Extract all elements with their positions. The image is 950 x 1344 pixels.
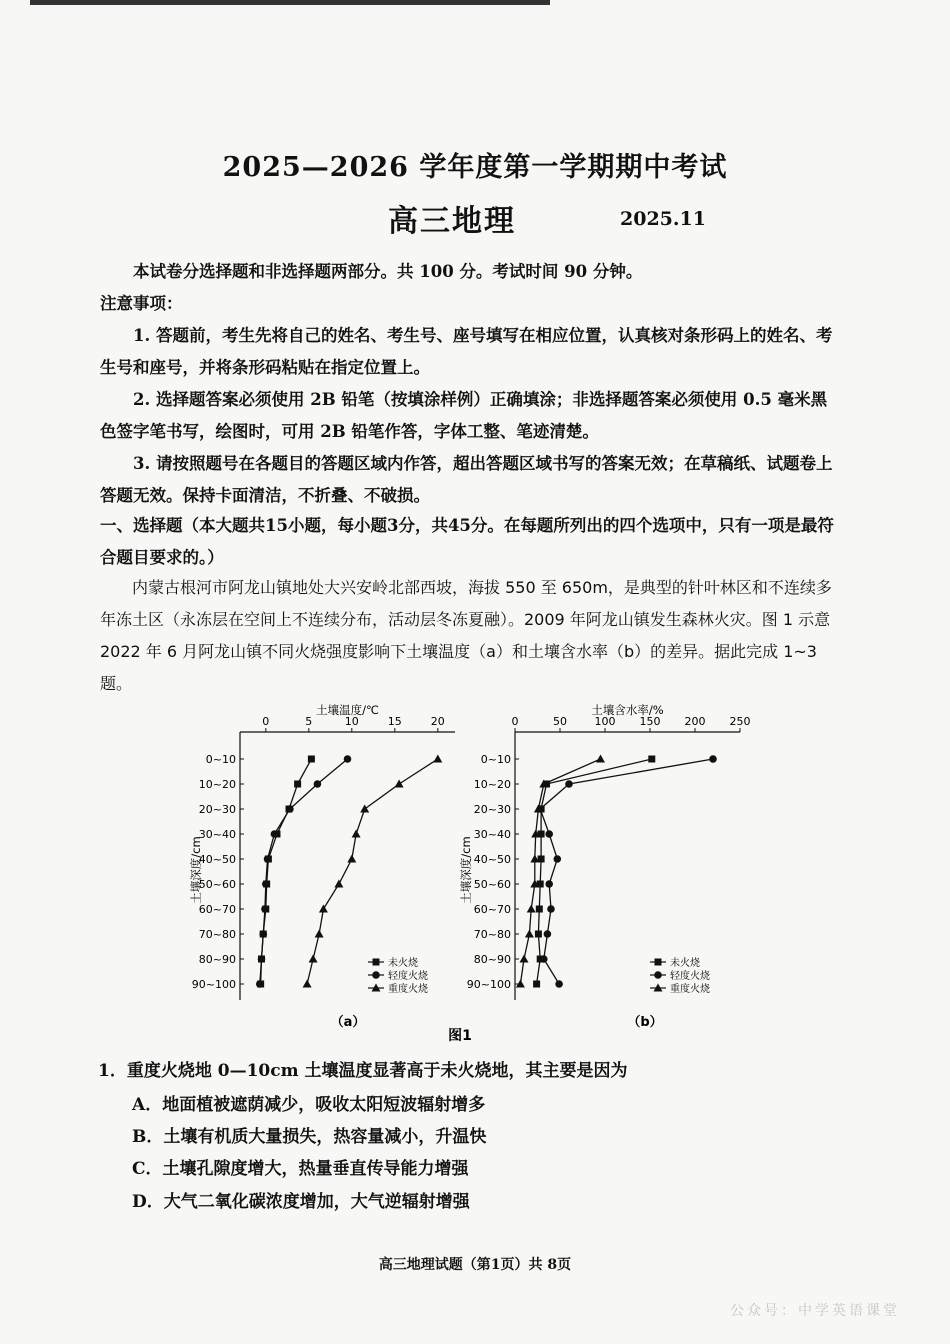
chart-0-xtick-label-4: 20: [430, 715, 445, 728]
chart-1-series-2-point-6: [527, 905, 536, 913]
figure-caption: 图1: [448, 1028, 472, 1044]
watermark: 公众号：中学英语课堂: [730, 1303, 900, 1319]
passage: 内蒙古根河市阿龙山镇地处大兴安岭北部西坡，海拔 550 至 650m，是典型的针叶林区和不连续多年冻土区（永冻层在空间上不连续分布，活动层冬冻夏融）。2009 年阿龙山镇发生森林火灾。图 1 示意 2022 年 6 月阿龙山镇不同火烧强度影响下土壤温度（a）和土壤含水率（b）的差异。据此完成 1~3 题。: [100, 578, 832, 693]
chart-1-legend-label-1: 轻度火烧: [670, 971, 710, 982]
chart-0-series-1-point-6: [261, 905, 269, 913]
chart-0-series-0-point-0: [308, 756, 315, 763]
chart-1-series-1-point-9: [555, 980, 563, 988]
chart-0-ytick-label-5: 50~60: [198, 878, 236, 891]
chart-1-ytick-label-5: 50~60: [473, 878, 511, 891]
chart-0-ytick-label-7: 70~80: [198, 928, 236, 941]
chart-0-legend-marker-0: [373, 959, 380, 966]
chart-0-series-1-point-0: [344, 755, 352, 763]
chart-1-series-1-point-6: [547, 905, 555, 913]
chart-0-series-2-point-1: [395, 780, 404, 788]
chart-0-series-2-point-5: [334, 880, 343, 888]
chart-0-series-0-line: [261, 759, 312, 984]
chart-0-series-1-point-1: [314, 780, 322, 788]
intro-line: 本试卷分选择题和非选择题两部分。共 100 分。考试时间 90 分钟。: [133, 262, 643, 281]
chart-1-x-title: 土壤含水率/%: [591, 703, 664, 717]
chart-1-y-title: 土壤深度/cm: [459, 836, 473, 904]
chart-0-ytick-label-4: 40~50: [198, 853, 236, 866]
chart-0-series-1-point-5: [262, 880, 270, 888]
chart-1-xtick-label-5: 250: [729, 715, 751, 728]
chart-1-xtick-label-3: 150: [639, 715, 661, 728]
chart-0-series-2-line: [307, 759, 438, 984]
chart-0-ytick-label-8: 80~90: [198, 953, 236, 966]
chart-1-panel-label: （b）: [627, 1015, 663, 1030]
chart-1-legend-label-0: 未火烧: [670, 958, 700, 969]
chart-0-xtick-label-2: 10: [344, 715, 359, 728]
chart-1-legend-marker-1: [654, 971, 662, 979]
chart-0-ytick-label-3: 30~40: [198, 828, 236, 841]
chart-0-ytick-label-1: 10~20: [198, 778, 236, 791]
exam-title: 2025—2026 学年度第一学期期中考试: [222, 152, 728, 183]
chart-0-legend-label-0: 未火烧: [388, 958, 418, 969]
chart-1-xtick-label-4: 200: [684, 715, 706, 728]
chart-0-series-2-point-0: [433, 755, 442, 763]
chart-0-legend-label-1: 轻度火烧: [388, 971, 428, 982]
chart-1-series-1-point-1: [565, 780, 573, 788]
option-c: C．土壤孔隙度增大，热量垂直传导能力增强: [132, 1159, 469, 1179]
chart-1-series-2-point-7: [525, 930, 534, 938]
chart-0-series-1-point-4: [264, 855, 272, 863]
chart-0-ytick-label-6: 60~70: [198, 903, 236, 916]
question-1-stem: 1．重度火烧地 0—10cm 土壤温度显著高于未火烧地，其主要是因为: [98, 1061, 628, 1081]
exam-date: 2025.11: [620, 208, 706, 230]
chart-0-xtick-label-3: 15: [387, 715, 402, 728]
chart-1-series-1-line: [540, 759, 713, 984]
chart-1-legend-label-2: 重度火烧: [670, 984, 710, 995]
chart-0-series-2-point-2: [360, 805, 369, 813]
chart-0-panel-label: （a）: [330, 1015, 366, 1030]
chart-1-series-2-point-0: [596, 755, 605, 763]
chart-1-series-1-point-5: [545, 880, 553, 888]
chart-1-series-0-point-0: [648, 756, 655, 763]
notice-3: 3. 请按照题号在各题目的答题区域内作答，超出答题区域书写的答案无效；在草稿纸、试题卷上答题无效。保持卡面清洁，不折叠、不破损。: [100, 454, 833, 505]
chart-0-series-2-point-9: [303, 980, 312, 988]
chart-1-ytick-label-3: 30~40: [473, 828, 511, 841]
chart-1-ytick-label-0: 0~10: [480, 753, 511, 766]
notice-1: 1. 答题前，考生先将自己的姓名、考生号、座号填写在相应位置，认真核对条形码上的姓名、考生号和座号，并将条形码粘贴在指定位置上。: [100, 326, 833, 377]
notice-title: 注意事项：: [100, 294, 183, 313]
chart-1-xtick-label-0: 0: [511, 715, 519, 728]
chart-0-y-title: 土壤深度/cm: [189, 836, 203, 904]
scan-edge: [30, 0, 550, 5]
chart-1-ytick-label-2: 20~30: [473, 803, 511, 816]
chart-1-series-1-point-4: [554, 855, 562, 863]
chart-0-legend-marker-1: [372, 971, 380, 979]
chart-0-series-2-point-3: [352, 830, 361, 838]
chart-0-ytick-label-2: 20~30: [198, 803, 236, 816]
chart-1-ytick-label-9: 90~100: [466, 978, 511, 991]
chart-1-ytick-label-1: 10~20: [473, 778, 511, 791]
chart-1-ytick-label-7: 70~80: [473, 928, 511, 941]
page-footer: 高三地理试题（第1页）共 8页: [378, 1257, 572, 1273]
chart-0-series-2-point-4: [347, 855, 356, 863]
figure-1-svg: [0, 700, 950, 1050]
chart-0-series-2-point-8: [309, 955, 318, 963]
chart-0-xtick-label-1: 5: [305, 715, 313, 728]
chart-1-xtick-label-2: 100: [594, 715, 616, 728]
chart-1-legend-marker-0: [655, 959, 662, 966]
chart-0-ytick-label-9: 90~100: [191, 978, 236, 991]
figure-1: [0, 700, 950, 1050]
chart-0-series-1-point-3: [271, 830, 279, 838]
chart-1-series-1-point-8: [540, 955, 548, 963]
notice-2: 2. 选择题答案必须使用 2B 铅笔（按填涂样例）正确填涂；非选择题答案必须使用 0.5 毫米黑色签字笔书写，绘图时，可用 2B 铅笔作答，字体工整、笔迹清楚。: [100, 390, 828, 441]
chart-1-series-1-point-7: [544, 930, 552, 938]
section-heading: 一、选择题（本大题共15小题，每小题3分，共45分。在每题所列出的四个选项中，只有一项是最符合题目要求的。）: [100, 516, 834, 567]
chart-0-series-1-point-9: [256, 980, 264, 988]
chart-0-series-1-point-2: [286, 805, 294, 813]
chart-0-x-title: 土壤温度/℃: [316, 703, 379, 717]
subject-title: 高三地理: [388, 204, 516, 239]
chart-1-xtick-label-1: 50: [553, 715, 567, 728]
chart-0-ytick-label-0: 0~10: [205, 753, 236, 766]
chart-0-xtick-label-0: 0: [262, 715, 270, 728]
option-b: B．土壤有机质大量损失，热容量减小，升温快: [132, 1127, 487, 1147]
chart-1-series-0-point-7: [535, 931, 542, 938]
chart-1-series-2-line: [520, 759, 600, 984]
chart-1-ytick-label-6: 60~70: [473, 903, 511, 916]
chart-1-series-0-point-9: [533, 981, 540, 988]
chart-1-series-1-point-0: [709, 755, 717, 763]
option-d: D．大气二氧化碳浓度增加，大气逆辐射增强: [132, 1192, 470, 1212]
chart-0-series-2-point-7: [315, 930, 324, 938]
chart-1-series-2-point-8: [520, 955, 529, 963]
chart-0-series-0-point-1: [294, 781, 301, 788]
chart-1-ytick-label-8: 80~90: [473, 953, 511, 966]
chart-1-series-1-point-3: [545, 830, 553, 838]
chart-1-ytick-label-4: 40~50: [473, 853, 511, 866]
option-a: A．地面植被遮荫减少，吸收太阳短波辐射增多: [132, 1095, 486, 1115]
chart-0-series-1-point-7: [259, 930, 267, 938]
chart-0-legend-label-2: 重度火烧: [388, 984, 428, 995]
chart-1-series-0-point-6: [536, 906, 543, 913]
chart-0-series-1-line: [260, 759, 348, 984]
chart-0-series-1-point-8: [258, 955, 266, 963]
chart-0-series-2-point-6: [319, 905, 328, 913]
